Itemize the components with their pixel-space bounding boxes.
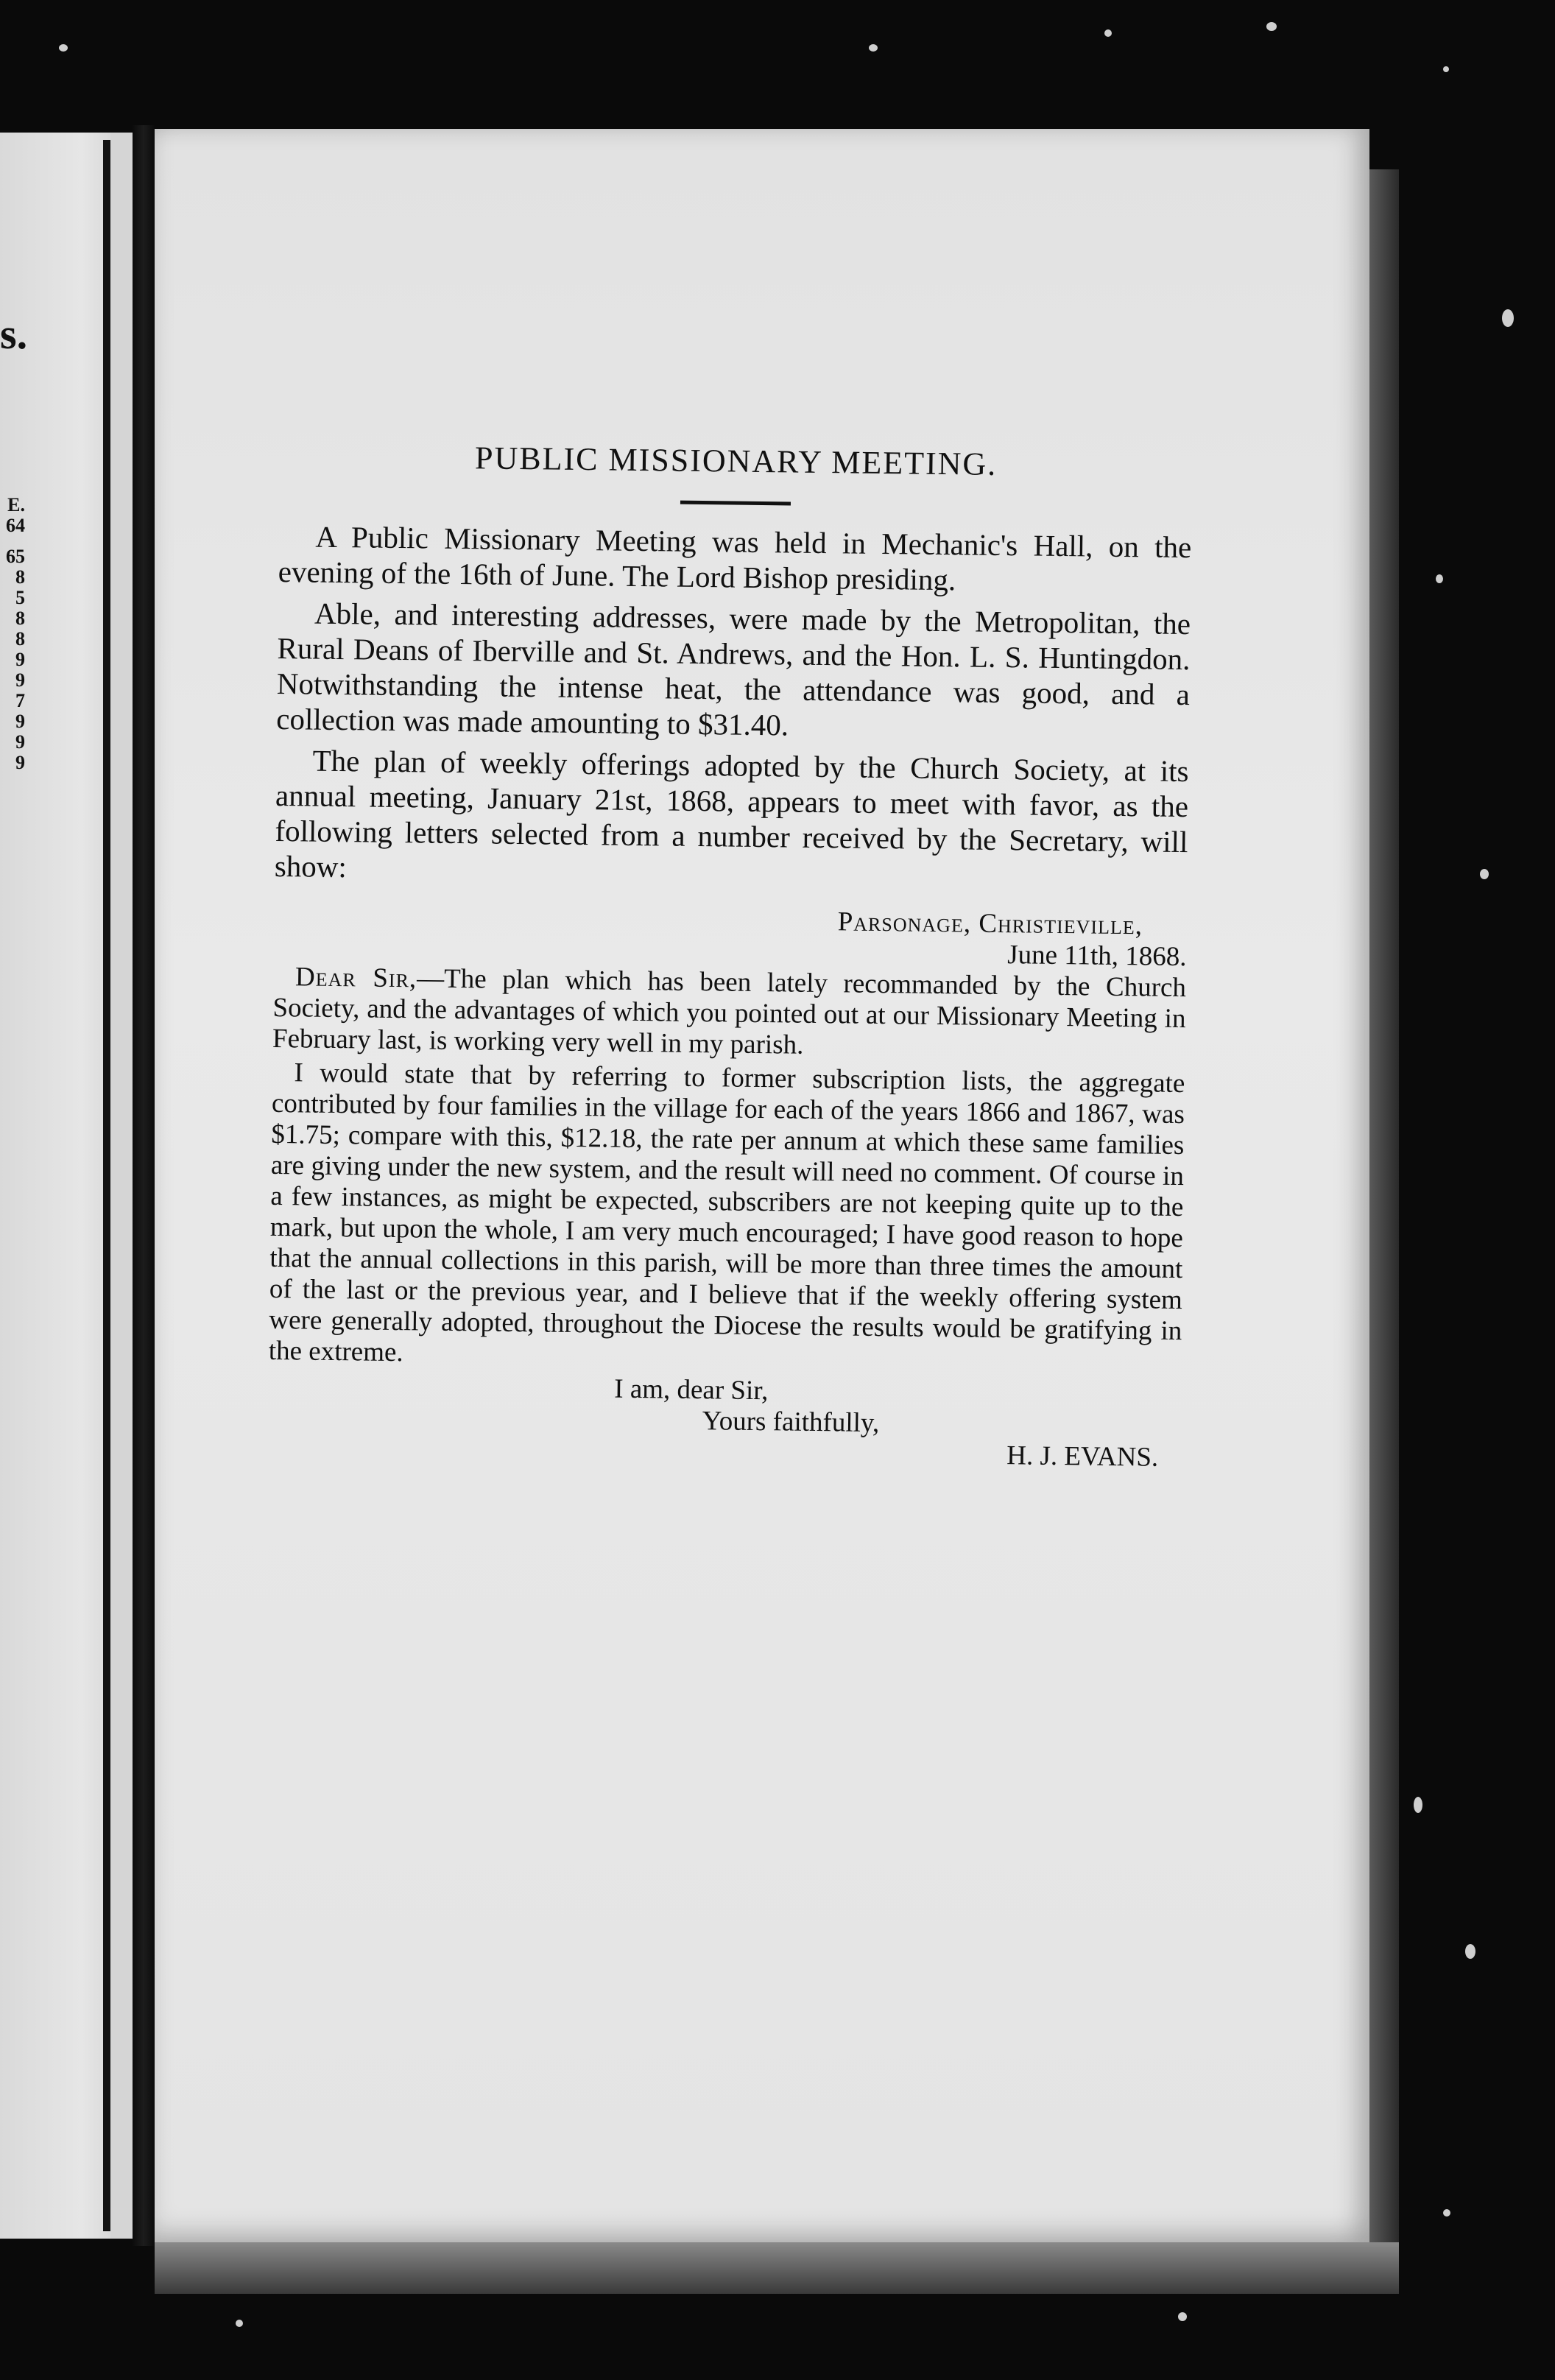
dust-speck [1443, 66, 1449, 72]
dust-speck [869, 44, 878, 52]
dust-speck [1178, 2312, 1187, 2321]
document-page [155, 129, 1369, 2242]
letter-paragraph-1 [272, 962, 1186, 1066]
left-column-value: 8 [15, 628, 25, 649]
left-column-value: 9 [15, 711, 25, 732]
page-bottom-edge [155, 2242, 1399, 2294]
letter-place-text: Parsonage, Christieville, [837, 906, 1143, 941]
dust-speck [59, 44, 68, 52]
left-column-value: 9 [15, 649, 25, 670]
dust-speck [1436, 574, 1443, 583]
left-page-column [0, 495, 25, 773]
dust-speck [1465, 1944, 1475, 1959]
dust-speck [1414, 1797, 1422, 1813]
left-page-edge [103, 140, 110, 2231]
paragraph-2: Able, and interesting addresses, were made by the Metropolitan, the Rural Deans of Iberville and St. Andrews, and the Hon. L. S. Huntingdon. Notwithstanding the intense heat, the attendance was good, and a collection was made amounting to $31.40. [276, 596, 1191, 742]
left-page-letter: s. [0, 310, 28, 358]
left-column-header: E. [7, 494, 25, 515]
left-column-value: 9 [15, 731, 25, 753]
left-column-value: 65 [6, 546, 25, 567]
letter-signature: H. J. EVANS. [1006, 1440, 1159, 1473]
dust-speck [1266, 22, 1277, 31]
left-column-value: 9 [15, 752, 25, 773]
dust-speck [1443, 2209, 1450, 2217]
left-column-value: 9 [15, 669, 25, 691]
page-title: PUBLIC MISSIONARY MEETING. [474, 440, 998, 482]
paragraph-3: The plan of weekly offerings adopted by the Church Society, at its annual meeting, January 21st, 1868, appears to meet with favor, as the following letters selected from a number received by the Secretary, will show: [274, 743, 1189, 884]
left-column-value: 8 [15, 608, 25, 629]
left-column-value: 8 [15, 566, 25, 588]
letter-body [267, 962, 1186, 1474]
dust-speck [1502, 309, 1514, 327]
page-right-edge [1369, 169, 1399, 2290]
letter-date: June 11th, 1868. [1007, 940, 1187, 973]
paragraph-1: A Public Missionary Meeting was held in Mechanic's Hall, on the evening of the 16th of June. The Lord Bishop presiding. [278, 519, 1192, 597]
dust-speck [236, 2320, 243, 2327]
dust-speck [1104, 29, 1112, 37]
title-rule [680, 501, 791, 506]
letter-salutation: Dear Sir, [295, 962, 417, 994]
letter-closing-1: I am, dear Sir, [614, 1373, 769, 1406]
letter-paragraph-2: I would state that by referring to former subscription lists, the aggregate contributed by four families in the village for each of the years 1866 and 1867, was $1.75; compare with this, $12.18, the rate per annum at which these same families are giving under the new system, and the result will need no comment. Of course in a few instances, as might be expected, subscribers are not keeping quite up to the mark, but upon the whole, I am very much encouraged; I have good reason to hope that the annual collections in this parish, will be more than three times the amount of the last or the previous year, and I believe that if the weekly offering system were generally adopted, throughout the Diocese the results would be gratifying in the extreme. [268, 1057, 1185, 1368]
dust-speck [1480, 869, 1489, 879]
letter-closing-2: Yours faithfully, [702, 1406, 880, 1439]
left-column-value: 5 [15, 587, 25, 608]
left-column-value: 7 [15, 690, 25, 711]
left-column-header: 64 [6, 515, 25, 536]
page-content [267, 438, 1193, 1474]
letter-paragraph-1-text: —The plan which has been lately recommanded by the Church Society, and the advantages of which you pointed out at our Missionary Meeting in February last, is working very well in my parish. [272, 963, 1187, 1060]
book-spine [133, 125, 155, 2246]
